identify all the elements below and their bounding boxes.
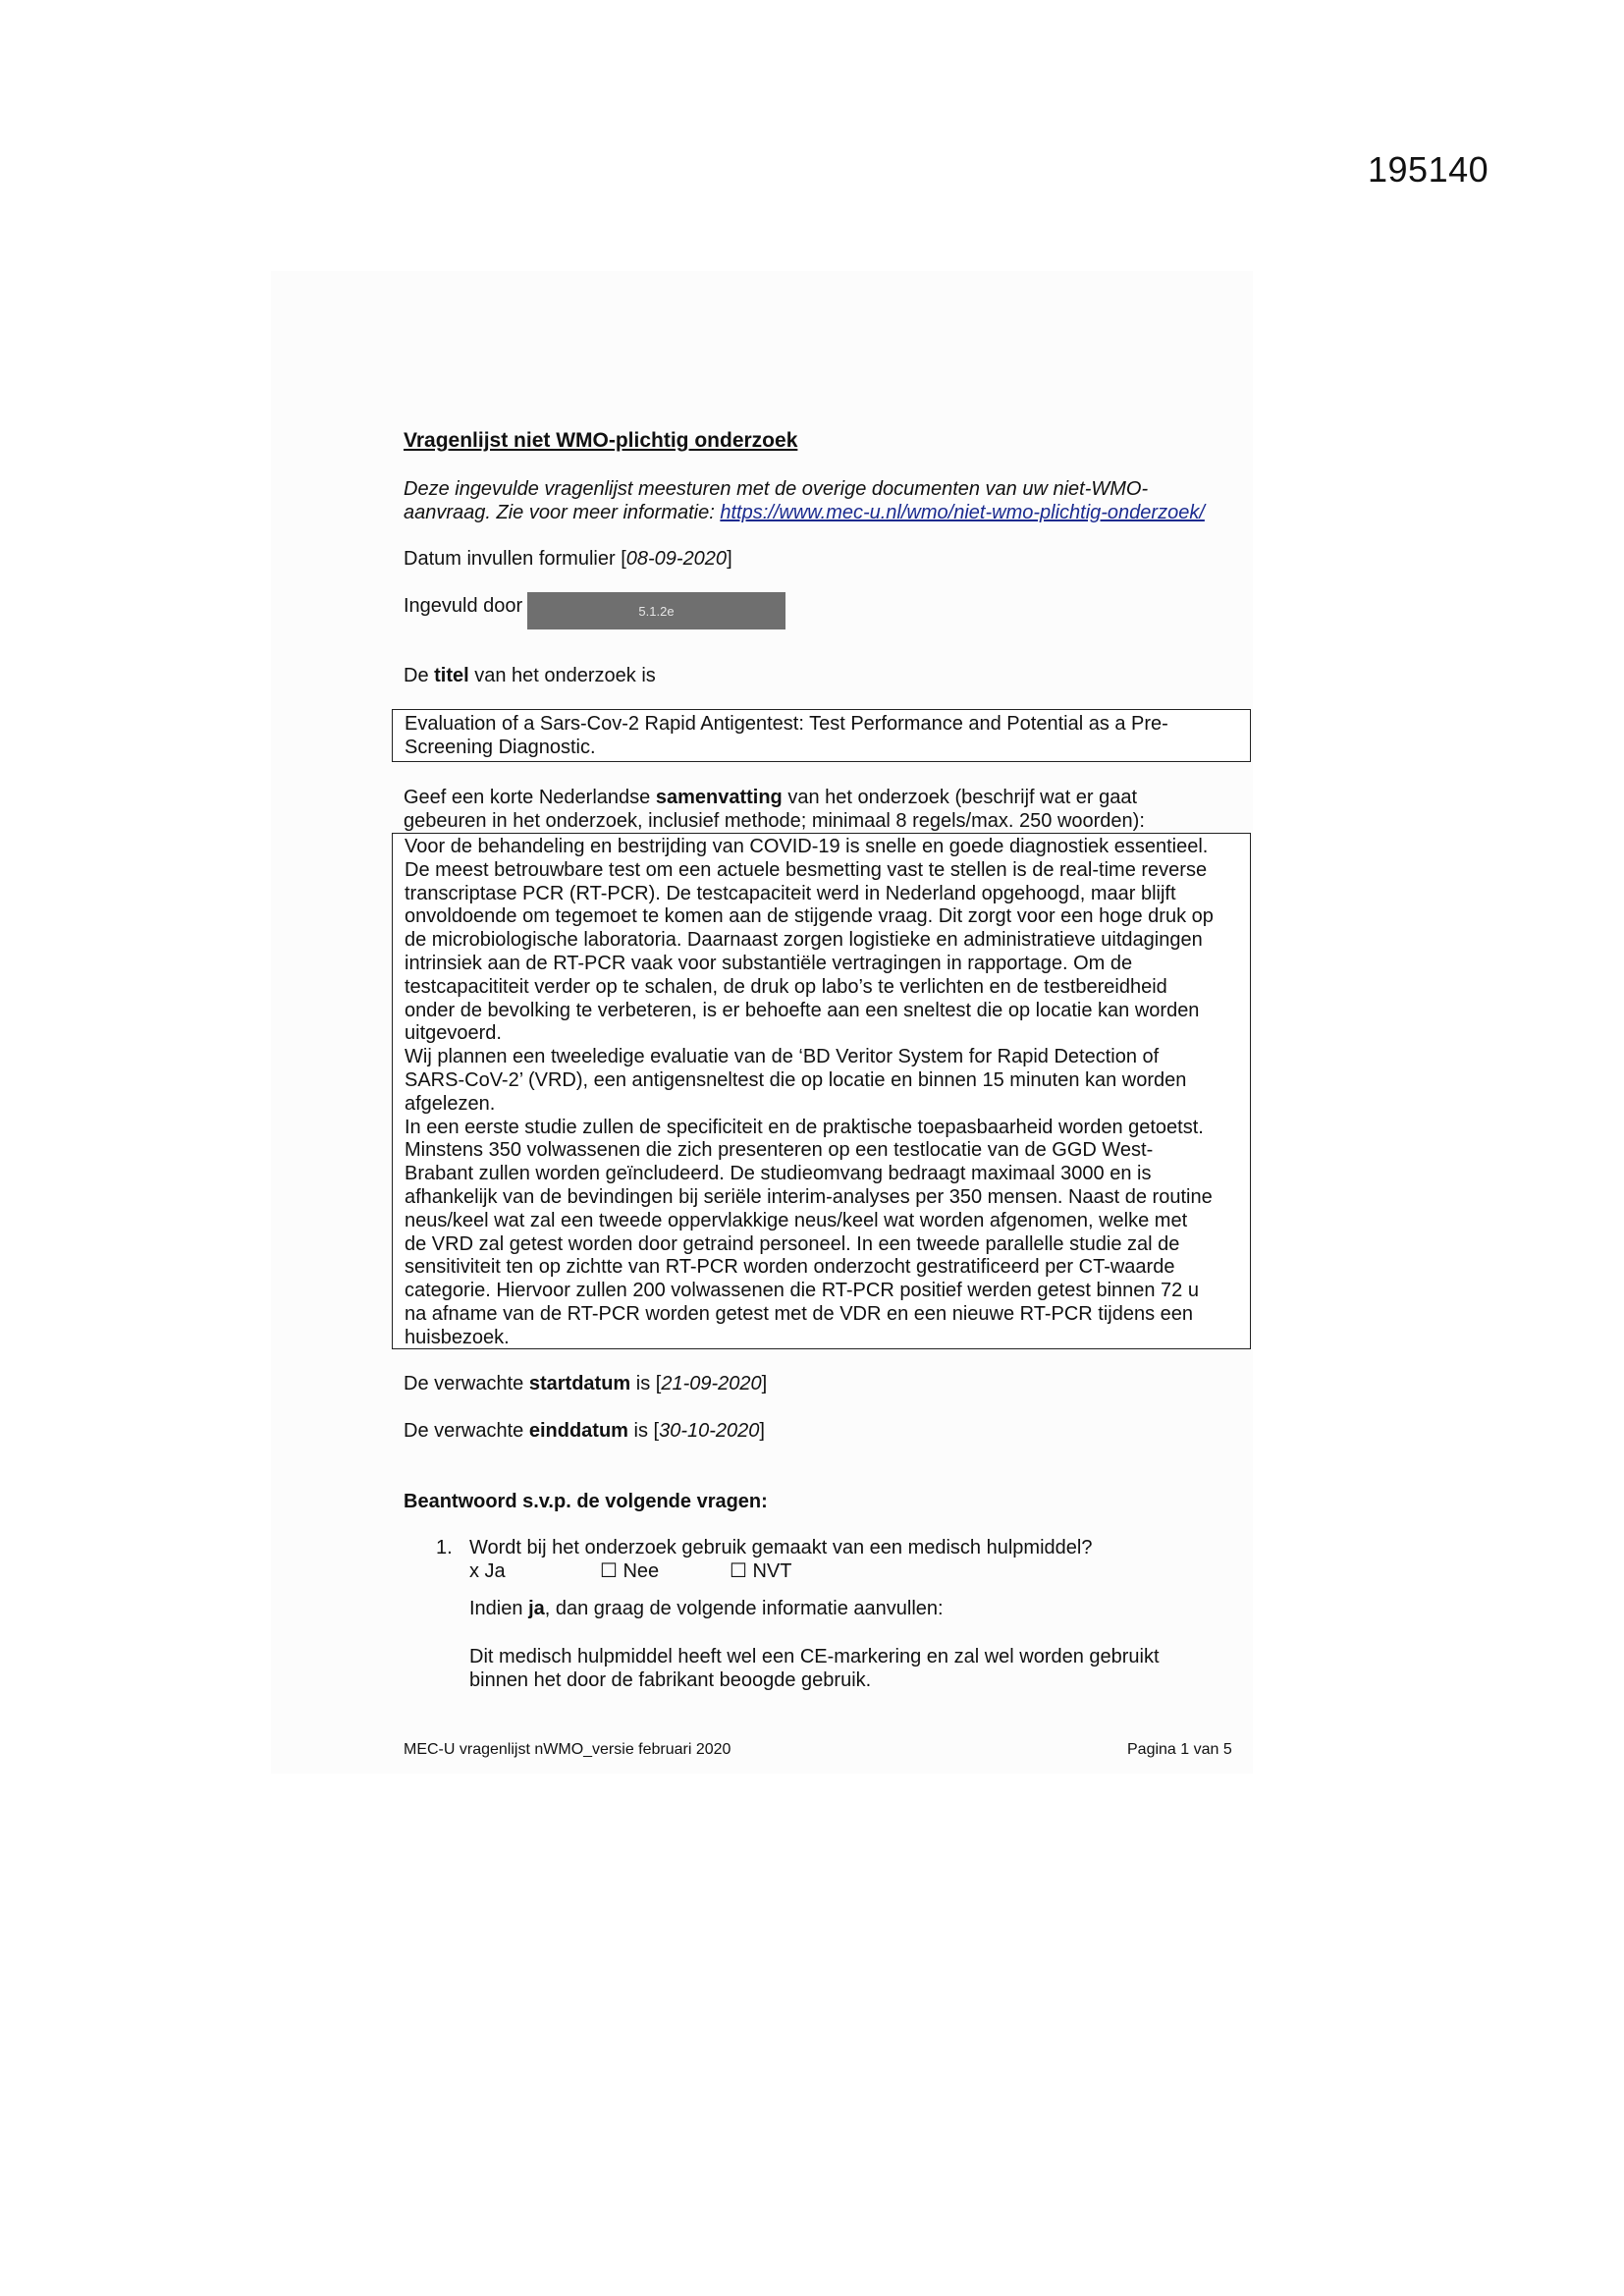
info-link[interactable]: https://www.mec-u.nl/wmo/niet-wmo-plichtig-onderzoek/ bbox=[720, 502, 1205, 523]
summary-line: Brabant zullen worden geïncludeerd. De studieomvang bedraagt maximaal 3000 en is bbox=[405, 1163, 1152, 1185]
summary-prompt-bold: samenvatting bbox=[655, 787, 783, 808]
titel-prompt-post: van het onderzoek is bbox=[468, 665, 656, 686]
document-number: 195140 bbox=[1368, 149, 1489, 190]
footer-page-number: Pagina 1 van 5 bbox=[1127, 1741, 1232, 1758]
q1-option-ja[interactable]: x Ja bbox=[469, 1560, 506, 1582]
ingevuld-label: Ingevuld door bbox=[404, 595, 523, 617]
summary-line: afhankelijk van de bevindingen bij seriële interim-analyses per 350 mensen. Naast de routine bbox=[405, 1185, 1213, 1208]
startdatum-label: startdatum bbox=[528, 1373, 631, 1394]
study-title-line: Screening Diagnostic. bbox=[405, 737, 596, 758]
q1-followup-post: , dan graag de volgende informatie aanvullen: bbox=[544, 1598, 944, 1619]
datum-label: Datum invullen formulier [ bbox=[404, 548, 626, 570]
footer-version: MEC-U vragenlijst nWMO_versie februari 2020 bbox=[404, 1741, 731, 1758]
einddatum-mid: is [ bbox=[627, 1420, 660, 1442]
q1-followup-pre: Indien bbox=[469, 1598, 529, 1619]
summary-line: categorie. Hiervoor zullen 200 volwassenen die RT-PCR positief werden getest binnen 72 u bbox=[405, 1280, 1199, 1302]
titel-prompt bbox=[404, 664, 656, 687]
startdatum-field bbox=[404, 1372, 767, 1395]
study-title-box bbox=[392, 709, 1251, 762]
summary-line: sensitiviteit ten op zichtte van RT-PCR worden onderzocht gestratificeerd per CT-waarde bbox=[405, 1256, 1175, 1279]
einddatum-close: ] bbox=[759, 1420, 765, 1442]
redaction-block bbox=[527, 592, 785, 629]
q1-option-nvt[interactable]: ☐ NVT bbox=[730, 1560, 792, 1582]
questions-heading: Beantwoord s.v.p. de volgende vragen: bbox=[404, 1491, 768, 1512]
summary-prompt-post: van het onderzoek (beschrijf wat er gaat bbox=[782, 787, 1138, 808]
startdatum-value: 21-09-2020 bbox=[661, 1373, 762, 1394]
datum-value: 08-09-2020 bbox=[625, 548, 728, 570]
q1-followup-bold: ja bbox=[528, 1598, 545, 1619]
summary-line: neus/keel wat zal een tweede oppervlakkige neus/keel wat worden afgenomen, welke met bbox=[405, 1209, 1188, 1231]
datum-field bbox=[404, 547, 732, 571]
summary-line: testcapacititeit verder op te schalen, de druk op labo’s te verlichten en de testbereidheid bbox=[405, 975, 1167, 998]
summary-line: de microbiologische laboratoria. Daarnaast zorgen logistieke en administratieve uitdagingen bbox=[405, 929, 1203, 952]
startdatum-mid: is [ bbox=[630, 1373, 662, 1394]
summary-line: de VRD zal getest worden door getraind personeel. In een tweede parallelle studie zal de bbox=[405, 1232, 1180, 1255]
datum-close: ] bbox=[727, 548, 732, 570]
q1-text: Wordt bij het onderzoek gebruik gemaakt van een medisch hulpmiddel? bbox=[469, 1537, 1093, 1558]
q1-number: 1. bbox=[436, 1537, 453, 1558]
summary-prompt-line-2: gebeuren in het onderzoek, inclusief methode; minimaal 8 regels/max. 250 woorden): bbox=[404, 810, 1145, 832]
q1-option-nee[interactable]: ☐ Nee bbox=[600, 1560, 660, 1582]
q1-answer-line: binnen het door de fabrikant beoogde gebruik. bbox=[469, 1669, 872, 1691]
einddatum-field bbox=[404, 1419, 765, 1443]
intro-line-1: Deze ingevulde vragenlijst meesturen met de overige documenten van uw niet-WMO- bbox=[404, 478, 1149, 500]
titel-prompt-pre: De bbox=[404, 665, 435, 686]
summary-line: De meest betrouwbare test om een actuele besmetting vast te stellen is de real-time reverse bbox=[405, 858, 1208, 881]
summary-line: Voor de behandeling en bestrijding van COVID-19 is snelle en goede diagnostiek essentieel. bbox=[405, 836, 1209, 857]
summary-prompt-pre: Geef een korte Nederlandse bbox=[404, 787, 656, 808]
einddatum-label: einddatum bbox=[528, 1420, 628, 1442]
einddatum-pre: De verwachte bbox=[404, 1420, 529, 1442]
study-title-line: Evaluation of a Sars-Cov-2 Rapid Antigentest: Test Performance and Potential as a Pre- bbox=[405, 713, 1168, 735]
page-title: Vragenlijst niet WMO-plichtig onderzoek bbox=[404, 429, 798, 452]
q1-answer-line: Dit medisch hulpmiddel heeft wel een CE-markering en zal wel worden gebruikt bbox=[469, 1646, 1160, 1667]
intro-line-2: aanvraag. Zie voor meer informatie: bbox=[404, 502, 721, 523]
q1-followup bbox=[469, 1597, 944, 1620]
summary-line: Minstens 350 volwassenen die zich presenteren op een testlocatie van de GGD West- bbox=[405, 1139, 1154, 1162]
summary-line: huisbezoek. bbox=[405, 1326, 510, 1348]
redaction-code: 5.1.2e bbox=[638, 603, 675, 619]
startdatum-pre: De verwachte bbox=[404, 1373, 529, 1394]
summary-line: intrinsiek aan de RT-PCR vaak voor substantiële vertragingen in rapportage. Om de bbox=[405, 952, 1133, 974]
summary-line: onder de bevolking te verbeteren, is er behoefte aan een sneltest die op locatie kan worden bbox=[405, 999, 1200, 1021]
summary-line: afgelezen. bbox=[405, 1092, 496, 1115]
startdatum-close: ] bbox=[761, 1373, 768, 1394]
summary-prompt bbox=[404, 786, 1145, 833]
titel-prompt-bold: titel bbox=[434, 665, 469, 686]
summary-line: transcriptase PCR (RT-PCR). De testcapaciteit werd in Nederland opgehoogd, maar blijft bbox=[405, 882, 1176, 904]
summary-line: Wij plannen een tweeledige evaluatie van de ‘BD Veritor System for Rapid Detection of bbox=[405, 1046, 1160, 1068]
summary-line: uitgevoerd. bbox=[405, 1022, 502, 1045]
summary-line: SARS-CoV-2’ (VRD), een antigensneltest die op locatie en binnen 15 minuten kan worden bbox=[405, 1068, 1187, 1091]
summary-line: na afname van de RT-PCR worden getest met de VDR en een nieuwe RT-PCR tijdens een bbox=[405, 1302, 1194, 1325]
intro-text bbox=[404, 477, 1268, 524]
summary-box bbox=[392, 833, 1251, 1349]
summary-line: In een eerste studie zullen de specificiteit en de praktische toepasbaarheid worden getoetst. bbox=[405, 1116, 1204, 1138]
summary-line: onvoldoende om tegemoet te komen aan de stijgende vraag. Dit zorgt voor een hoge druk op bbox=[405, 905, 1214, 928]
einddatum-value: 30-10-2020 bbox=[659, 1420, 760, 1442]
